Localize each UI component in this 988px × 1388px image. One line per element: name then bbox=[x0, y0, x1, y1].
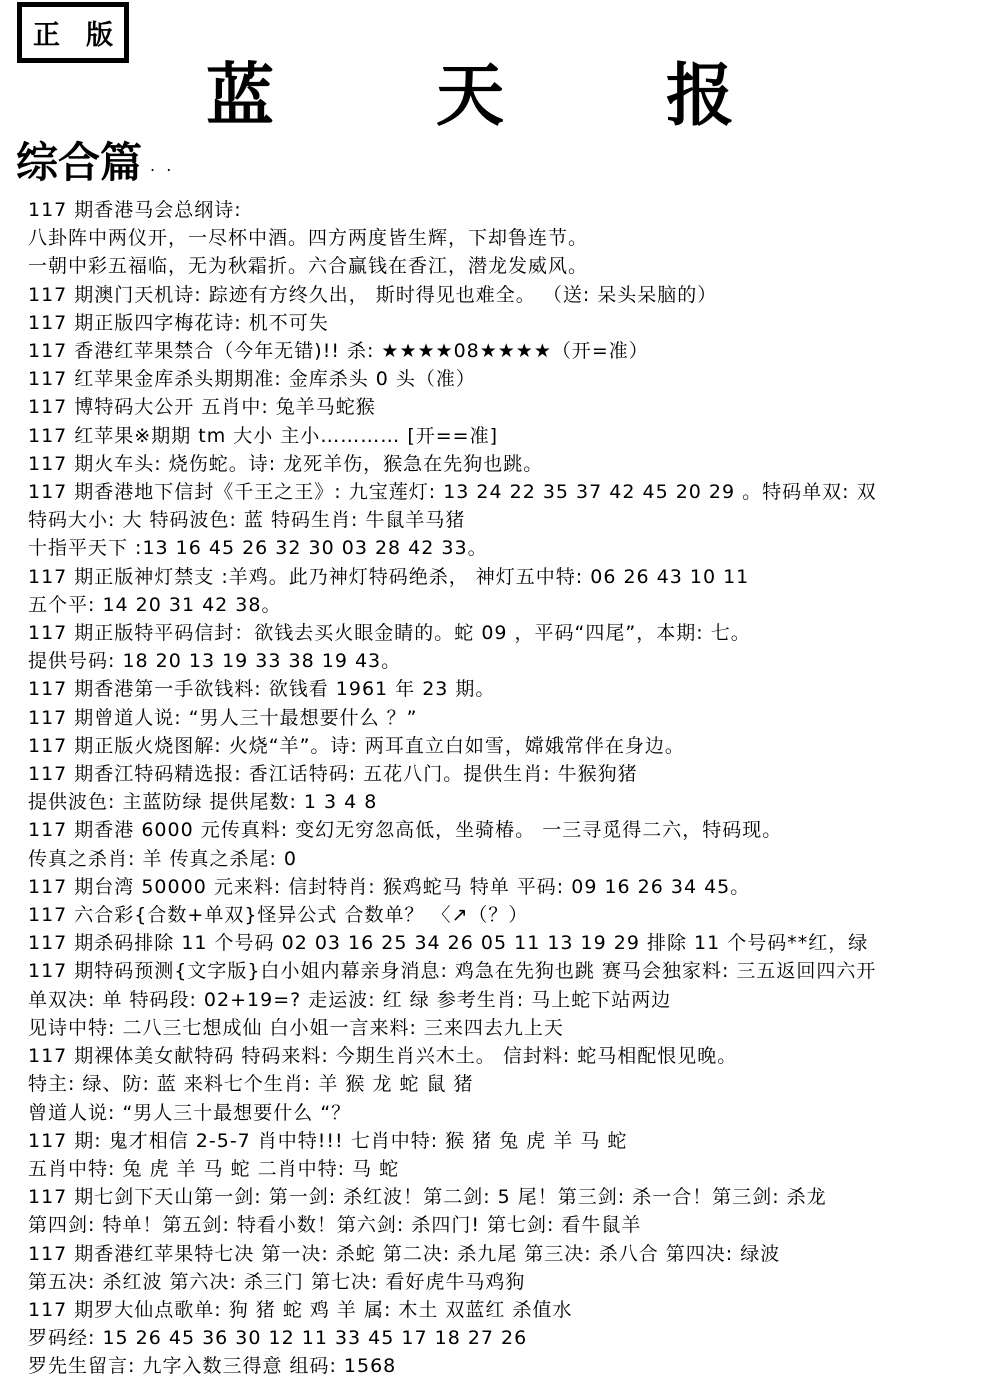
text-line: 一朝中彩五福临，无为秋霜折。六合赢钱在香江，潜龙发威风。 bbox=[28, 255, 589, 278]
text-line: 117 期正版火烧图解: 火烧“羊”。诗: 两耳直立白如雪，嫦娥常伴在身边。 bbox=[28, 734, 685, 757]
text-line: 罗先生留言: 九字入数三得意 组码: 1568 bbox=[28, 1355, 397, 1378]
text-line: 八卦阵中两仪开，一尽杯中酒。四方两度皆生辉，下却鲁连节。 bbox=[28, 227, 589, 250]
text-line: 特码大小: 大 特码波色: 蓝 特码生肖: 牛鼠羊马猪 bbox=[28, 509, 466, 532]
text-line: 单双决: 单 特码段: 02+19=? 走运波: 红 绿 参考生肖: 马上蛇下站两边 bbox=[28, 988, 672, 1011]
authentic-stamp-box bbox=[17, 2, 139, 63]
text-line: 117 期杀码排除 11 个号码 02 03 16 25 34 26 05 11 13 19 29 排除 11 个号码**红，绿 bbox=[28, 932, 869, 955]
text-line: 117 期香江特码精选报: 香江话特码: 五花八门。提供生肖: 牛猴狗猪 bbox=[28, 763, 638, 786]
text-line: 117 期香港 6000 元传真料: 变幻无穷忽高低，坐骑椿。 一三寻觅得二六，特码现。 bbox=[28, 819, 783, 842]
text-line: 117 期香港地下信封《千王之王》: 九宝莲灯: 13 24 22 35 37 42 45 20 29 。特码单双: 双 bbox=[28, 481, 877, 504]
text-line: 第五决: 杀红波 第六决: 杀三门 第七决: 看好虎牛马鸡狗 bbox=[28, 1270, 526, 1293]
text-line: 117 期香港红苹果特七决 第一决: 杀蛇 第二决: 杀九尾 第三决: 杀八合 第四决: 绿波 bbox=[28, 1242, 781, 1265]
text-line: 第四剑: 特单！第五剑: 特看小数！第六剑: 杀四门! 第七剑: 看牛鼠羊 bbox=[28, 1214, 642, 1237]
text-line: 十指平天下 :13 16 45 26 32 30 03 28 42 33。 bbox=[28, 537, 488, 560]
text-line: 117 期曾道人说: “男人三十最想要什么 ？” bbox=[28, 706, 418, 729]
section-title-text: 综合篇 bbox=[16, 138, 143, 187]
content-lines bbox=[28, 196, 982, 1381]
text-line: 五个平: 14 20 31 42 38。 bbox=[28, 593, 282, 616]
text-line: 117 期七剑下天山第一剑: 第一剑: 杀红波！第二剑: 5 尾！第三剑: 杀一合！第三剑: 杀龙 bbox=[28, 1186, 827, 1209]
text-line: 117 期正版特平码信封：欲钱去买火眼金睛的。蛇 09 ，平码“四尾”，本期: 七。 bbox=[28, 622, 751, 645]
text-line: 提供波色: 主蓝防绿 提供尾数: 1 3 4 8 bbox=[28, 791, 378, 814]
section-title-dots: . . bbox=[150, 156, 175, 175]
text-line: 特主: 绿、防: 蓝 来料七个生肖: 羊 猴 龙 蛇 鼠 猪 bbox=[28, 1073, 474, 1096]
text-line: 117 期火车头: 烧伤蛇。诗: 龙死羊伤，猴急在先狗也跳。 bbox=[28, 452, 544, 475]
text-line: 117 期澳门天机诗: 踪迹有方终久出， 斯时得见也难全。 （送: 呆头呆脑的） bbox=[28, 283, 718, 306]
text-line: 117 期: 鬼才相信 2-5-7 肖中特!!! 七肖中特: 猴 猪 兔 虎 羊 马 蛇 bbox=[28, 1129, 628, 1152]
text-line: 117 期正版神灯禁支 :羊鸡。此乃神灯特码绝杀， 神灯五中特: 06 26 43 10 11 bbox=[28, 565, 750, 588]
text-line: 117 香港红苹果禁合（今年无错)!! 杀: ★★★★08★★★★（开=准） bbox=[28, 340, 649, 363]
text-line: 117 博特码大公开 五肖中: 兔羊马蛇猴 bbox=[28, 396, 376, 419]
text-line: 罗码经: 15 26 45 36 30 12 11 33 45 17 18 27 26 bbox=[28, 1327, 528, 1350]
page-title: 蓝天报 bbox=[206, 56, 897, 136]
text-line: 117 期特码预测{文字版}白小姐内幕亲身消息: 鸡急在先狗也跳 赛马会独家料: 三五返回四六开 bbox=[28, 960, 877, 983]
text-line: 117 期裸体美女献特码 特码来料: 今期生肖兴木土。 信封料: 蛇马相配恨见晚。 bbox=[28, 1045, 738, 1068]
text-line: 传真之杀肖: 羊 传真之杀尾: 0 bbox=[28, 847, 298, 870]
text-line: 117 期正版四字梅花诗: 机不可失 bbox=[28, 311, 329, 334]
text-line: 117 六合彩{合数+单双}怪异公式 合数单？ 〈↗（？） bbox=[28, 904, 529, 927]
text-line: 117 红苹果金库杀头期期准: 金库杀头 0 头（准） bbox=[28, 368, 476, 391]
text-line: 117 期台湾 50000 元来料: 信封特肖: 猴鸡蛇马 特单 平码: 09 16 26 34 45。 bbox=[28, 875, 751, 898]
text-line: 117 期香港马会总纲诗: bbox=[28, 199, 242, 221]
text-line: 117 期香港第一手欲钱料: 欲钱看 1961 年 23 期。 bbox=[28, 678, 496, 701]
text-line: 提供号码: 18 20 13 19 33 38 19 43。 bbox=[28, 650, 402, 673]
text-line: 117 红苹果※期期 tm 大小 主小………… [开==准] bbox=[28, 424, 499, 447]
text-line: 五肖中特: 兔 虎 羊 马 蛇 二肖中特: 马 蛇 bbox=[28, 1157, 400, 1180]
text-line: 见诗中特: 二八三七想成仙 白小姐一言来料: 三来四去九上天 bbox=[28, 1016, 564, 1039]
authentic-stamp-label: 正版 bbox=[33, 20, 139, 51]
text-line: 曾道人说: “男人三十最想要什么 “？ bbox=[28, 1101, 352, 1124]
text-line: 117 期罗大仙点歌单: 狗 猪 蛇 鸡 羊 属: 木土 双蓝红 杀值水 bbox=[28, 1298, 573, 1321]
section-title bbox=[16, 138, 174, 191]
